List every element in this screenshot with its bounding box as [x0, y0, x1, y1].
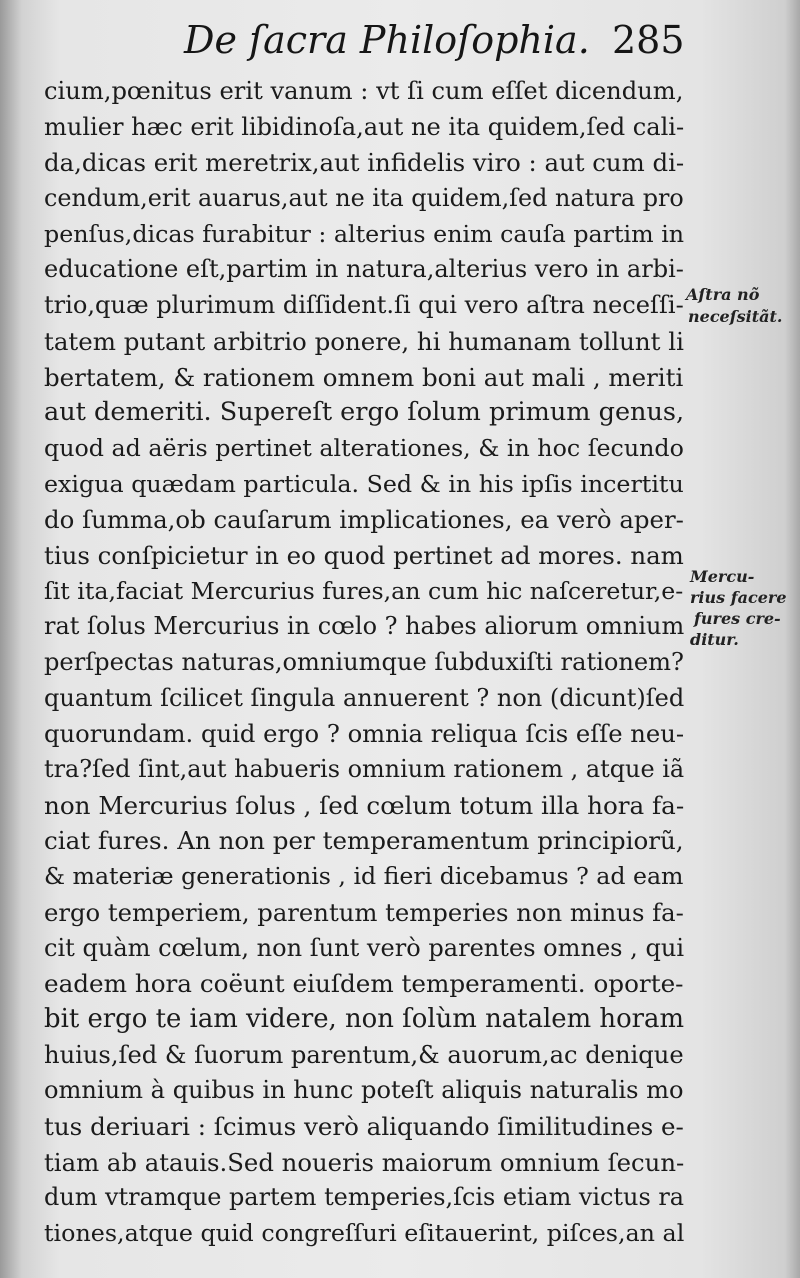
text-line: tra?ſed ſint,aut habueris omnium rationem , atque iã: [44, 755, 684, 784]
body-text: [44, 74, 684, 1252]
text-line: educatione eſt,partim in natura,alterius vero in arbi-: [44, 255, 684, 284]
text-line: rat ſolus Mercurius in cœlo ? habes aliorum omnium: [44, 612, 684, 641]
text-line: penſus,dicas furabitur : alterius enim cauſa partim in: [44, 219, 684, 248]
text-line: quod ad aëris pertinet alterationes, & in hoc ſecundo: [44, 433, 684, 462]
margin-note-line: rius facere: [690, 588, 787, 607]
page-header: [0, 10, 800, 64]
text-line: aut demeriti. Supereſt ergo ſolum primum genus,: [44, 397, 684, 428]
text-line: & materiæ generationis , id fieri dicebamus ? ad eam: [44, 862, 684, 891]
text-line: cit quàm cœlum, non ſunt verò parentes omnes , qui: [44, 933, 684, 962]
margin-note-line: ditur.: [690, 630, 739, 649]
text-line: non Mercurius ſolus , ſed cœlum totum illa hora fa-: [44, 790, 684, 820]
text-line: tatem putant arbitrio ponere, hi humanam tollunt li: [44, 326, 684, 356]
margin-note-line: neceſsitãt.: [688, 307, 783, 326]
margin-note-line: fures cre-: [694, 609, 781, 628]
text-line: omnium à quibus in hunc poteſt aliquis naturalis mo: [44, 1076, 684, 1105]
text-line: ſit ita,faciat Mercurius fures,an cum hic naſceretur,e-: [44, 576, 684, 605]
text-line: cium,pœnitus erit vanum : vt ſi cum eſſet dicendum,: [44, 77, 684, 105]
text-line: perſpectas naturas,omniumque ſubduxiſti rationem?: [44, 648, 684, 676]
margin-note-line: Mercu-: [690, 567, 755, 586]
text-line: ergo temperiem, parentum temperies non minus fa-: [44, 897, 684, 927]
page-number: 285: [612, 18, 685, 62]
text-line: eadem hora coëunt eiuſdem temperamenti. oporte-: [44, 969, 684, 999]
margin-note-mercurius: [690, 566, 787, 650]
text-line: dum vtramque partem temperies,ſcis etiam victus ra: [44, 1183, 684, 1212]
text-line: ciat fures. An non per temperamentum principiorũ,: [44, 826, 684, 856]
text-line: exigua quædam particula. Sed & in his ipſis incertitu: [44, 469, 684, 498]
text-line: tius conſpicietur in eo quod pertinet ad mores. nam: [44, 540, 684, 570]
text-line: trio,quæ plurimum diſſident.ſi qui vero aſtra neceſſi-: [44, 291, 684, 320]
text-line: tiam ab atauis.Sed noueris maiorum omnium ſecun-: [44, 1147, 684, 1177]
text-line: quantum ſcilicet ſingula annuerent ? non (dicunt)ſed: [44, 683, 684, 712]
running-title: De ſacra Philoſophia.: [184, 18, 590, 62]
text-line: bertatem, & rationem omnem boni aut mali , meriti: [44, 362, 684, 392]
text-line: da,dicas erit meretrix,aut infidelis viro : aut cum di-: [44, 148, 684, 178]
text-line: tus deriuari : ſcimus verò aliquando ſimilitudines e-: [44, 1111, 684, 1141]
text-line: do ſumma,ob cauſarum implicationes, ea verò aper-: [44, 505, 684, 535]
margin-note-astra: [686, 284, 782, 328]
margin-note-line: Aſtra nõ: [686, 285, 760, 304]
text-line: cendum,erit auarus,aut ne ita quidem,ſed natura pro: [44, 184, 684, 213]
text-line: mulier hæc erit libidinoſa,aut ne ita quidem,ſed cali-: [44, 112, 684, 141]
text-line: bit ergo te iam videre, non ſolùm natalem horam: [44, 1003, 684, 1034]
text-line: quorundam. quid ergo ? omnia reliqua ſcis eſſe neu-: [44, 719, 684, 749]
text-line: huius,ſed & ſuorum parentum,& auorum,ac denique: [44, 1040, 684, 1069]
text-line: tiones,atque quid congreſſuri eſitauerint, piſces,an al: [44, 1219, 684, 1247]
